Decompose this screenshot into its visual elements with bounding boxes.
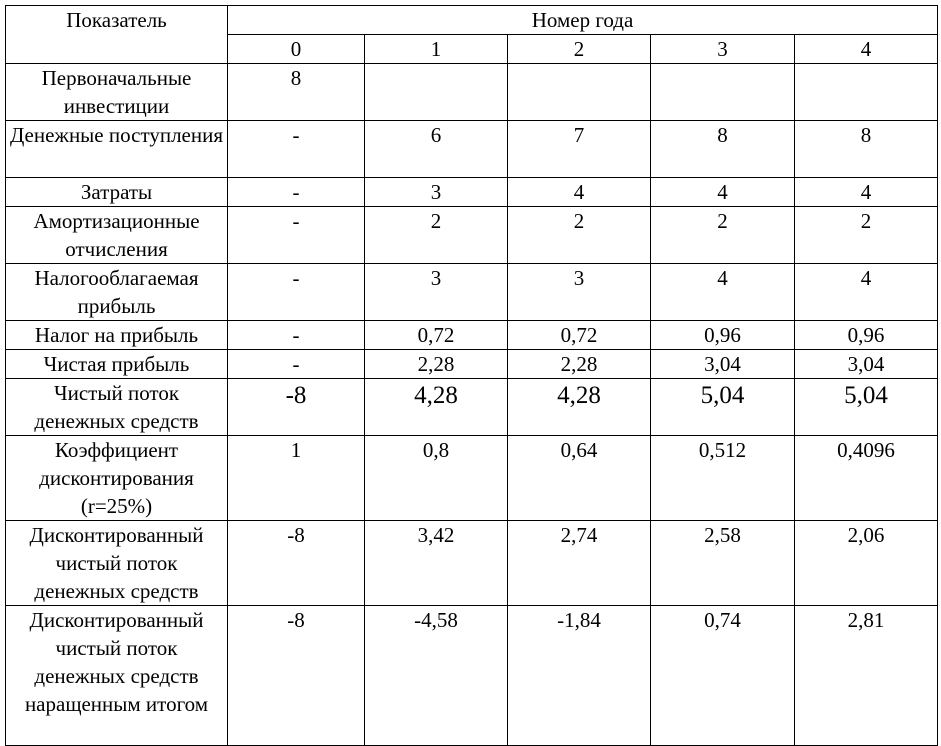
table-row [6,178,938,207]
cell-value: 3,04 [795,350,938,379]
cell-value: 5,04 [795,379,938,436]
row-label: Чистая прибыль [6,350,228,379]
year-header: 4 [795,35,938,64]
cell-value: 4 [508,178,651,207]
cell-value: 2,58 [651,521,795,606]
cell-value: 3 [365,264,508,321]
cell-value: 4 [795,178,938,207]
row-label: Чистый поток денежных средств [6,379,228,436]
cell-value: 5,04 [651,379,795,436]
cell-value: 2 [651,207,795,264]
cell-value: 0,4096 [795,436,938,521]
table-row [6,264,938,321]
cell-value: -8 [228,606,365,746]
cell-value: 2 [795,207,938,264]
year-header: 3 [651,35,795,64]
row-label: Коэффициент дисконтирования (r=25%) [6,436,228,521]
cell-value: 0,72 [508,321,651,350]
row-label: Денежные поступления [6,121,228,178]
year-header: 1 [365,35,508,64]
cell-value [508,64,651,121]
cash-flow-table [5,5,938,746]
cell-value: 6 [365,121,508,178]
cell-value: 3,42 [365,521,508,606]
cell-value: -8 [228,379,365,436]
cell-value [365,64,508,121]
cell-value: 4 [651,178,795,207]
cell-value: 3 [365,178,508,207]
cell-value: 8 [228,64,365,121]
cell-value: 3 [508,264,651,321]
cell-value: 0,72 [365,321,508,350]
row-label: Дисконтированный чистый поток денежных средств наращенным итогом [6,606,228,746]
cell-value: - [228,321,365,350]
cell-value [651,64,795,121]
table-row [6,207,938,264]
cell-value: 0,74 [651,606,795,746]
cell-value: -4,58 [365,606,508,746]
indicator-header: Показатель [6,6,228,64]
row-label: Налогооблагаемая прибыль [6,264,228,321]
cell-value: - [228,207,365,264]
table-row [6,121,938,178]
cell-value: - [228,264,365,321]
cell-value: 4,28 [365,379,508,436]
header-row-top [6,6,938,35]
row-label: Затраты [6,178,228,207]
table-row [6,436,938,521]
cell-value: - [228,178,365,207]
cell-value: 4 [795,264,938,321]
cell-value: 2,06 [795,521,938,606]
row-label: Амортизационные отчисления [6,207,228,264]
cell-value: 4,28 [508,379,651,436]
row-label: Дисконтированный чистый поток денежных средств [6,521,228,606]
cell-value: 8 [651,121,795,178]
cell-value: 2,28 [508,350,651,379]
table-row [6,521,938,606]
cell-value: 0,8 [365,436,508,521]
cell-value: 3,04 [651,350,795,379]
cell-value: 2 [365,207,508,264]
cell-value: 8 [795,121,938,178]
cell-value [795,64,938,121]
row-label: Налог на прибыль [6,321,228,350]
cell-value: 2,81 [795,606,938,746]
year-header: 0 [228,35,365,64]
table-row [6,350,938,379]
cell-value: 1 [228,436,365,521]
cell-value: -8 [228,521,365,606]
table-row [6,379,938,436]
table-row [6,64,938,121]
cell-value: 2,28 [365,350,508,379]
table-row [6,606,938,746]
year-header: 2 [508,35,651,64]
cell-value: 2,74 [508,521,651,606]
cell-value: -1,84 [508,606,651,746]
row-label: Первоначальные инвестиции [6,64,228,121]
cell-value: 0,64 [508,436,651,521]
cell-value: 0,96 [651,321,795,350]
cell-value: 4 [651,264,795,321]
cell-value: 7 [508,121,651,178]
table-row [6,321,938,350]
cell-value: 2 [508,207,651,264]
year-group-header: Номер года [228,6,938,35]
cell-value: - [228,121,365,178]
cell-value: - [228,350,365,379]
cell-value: 0,96 [795,321,938,350]
cell-value: 0,512 [651,436,795,521]
